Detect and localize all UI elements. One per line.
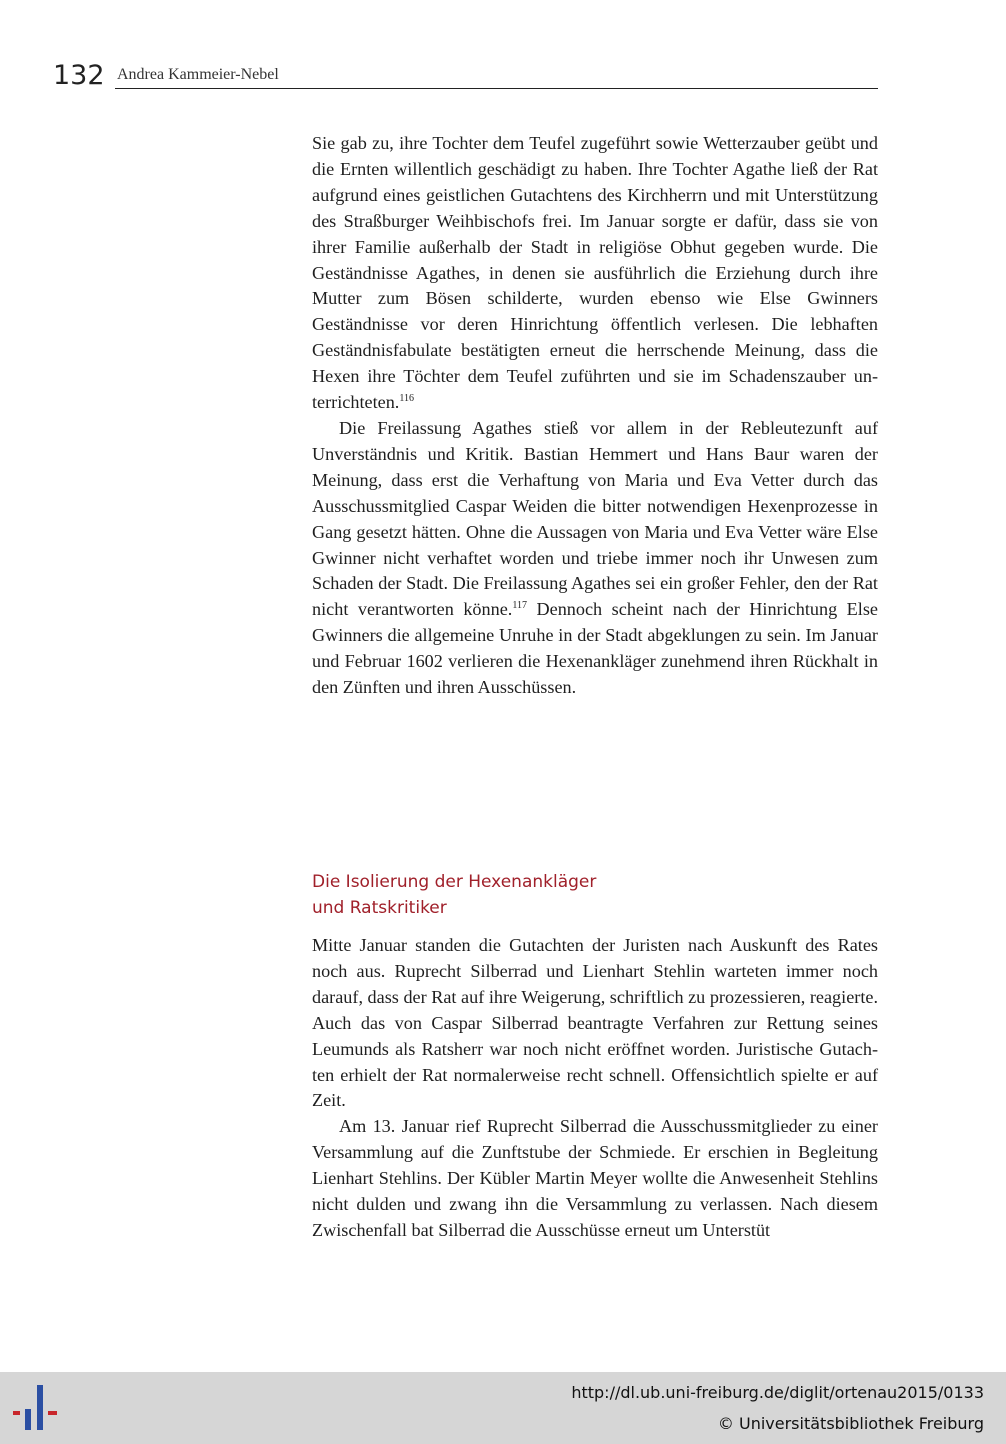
section-heading <box>312 869 878 921</box>
paragraph: Sie gab zu, ihre Tochter dem Teufel zugeführt sowie Wetterzauber geübt und die Ernten willentlich geschädigt zu haben. Ihre Tochter Agathe ließ der Rat aufgrund eines geistlichen Gutachtens des Kirchherrn und mit Unterstützung des Straßburger Weihbischofs frei. Im Januar sorgte er dafür, dass sie von ihrer Familie außerhalb der Stadt in religiöse Obhut gegeben wurde. Die Geständnisse Agathes, in denen sie ausführlich die Erziehung durch ihre Mutter zum Bösen schilderte, wurden ebenso wie Else Gwinners Geständnisse vor deren Hinrichtung öffentlich verlesen. Die lebhaften Geständnisfabulate bestätigten erneut die herrschende Meinung, dass die Hexen ihre Töchter dem Teufel zuführten und sie im Schadenszauber unterrichteten.$^{116}$ <box>312 133 878 413</box>
paragraph: Am 13. Januar rief Ruprecht Silberrad die Ausschussmitglieder zu einer Versammlung auf die Zunftstube der Schmiede. Er erschien in Begleitung Lienhart Stehlins. Der Kübler Martin Meyer wollte die Anwesenheit Stehlins nicht dulden und zwang ihn die Versammlung zu verlassen. Nach diesem Zwischenfall bat Silberrad die Ausschüsse erneut um Unterstüt <box>312 1116 878 1240</box>
footer-bar <box>0 1372 1006 1444</box>
copyright-text: © Universitätsbibliothek Freiburg <box>717 1414 984 1433</box>
footnote-ref[interactable]: 116 <box>399 393 414 405</box>
footnote-ref[interactable]: 117 <box>512 600 527 612</box>
header-rule <box>115 88 878 89</box>
ub-freiburg-logo-icon[interactable] <box>10 1382 66 1434</box>
running-head: Andrea Kammeier-Nebel <box>117 66 279 83</box>
page-header <box>53 58 878 92</box>
section-heading-line: Die Isolierung der Hexenankläger <box>312 872 597 892</box>
paragraph: Mitte Januar standen die Gutachten der Juristen nach Auskunft des Rates noch aus. Ruprecht Silberrad und Lienhart Stehlin warteten immer noch darauf, dass der Rat auf ihre Weigerung, schriftlich zu prozessieren, reagierte. Auch das von Caspar Silberrad beantragte Verfahren zur Rettung seines Leumunds als Ratsherr war noch nicht eröffnet worden. Juristische Gutachten erhielt der Rat normalerweise recht schnell. Offensichtlich spielte er auf Zeit. <box>312 935 878 1111</box>
page-number: 132 <box>53 60 105 91</box>
section-heading-line: und Ratskritiker <box>312 898 447 918</box>
source-url-link[interactable]: http://dl.ub.uni-freiburg.de/diglit/ortenau2015/0133 <box>571 1383 984 1402</box>
paragraph: Die Freilassung Agathes stieß vor allem in der Rebleutezunft auf Unverständnis und Kritik. Bastian Hemmert und Hans Baur waren der Meinung, dass erst die Verhaftung von Maria und Eva Vetter durch das Ausschussmitglied Caspar Weiden die bitter notwendigen Hexenprozesse in Gang gesetzt hätten. Ohne die Aussagen von Maria und Eva Vetter wäre Else Gwinner nicht verhaftet worden und triebe immer noch ihr Unwesen zum Schaden der Stadt. Die Freilassung Agathes sei ein großer Fehler, den der Rat nicht verantworten könne.$^{117}$ Dennoch scheint nach der Hinrichtung Else Gwinners die allgemeine Unruhe in der Stadt abgeklungen zu sein. Im Januar und Februar 1602 verlieren die Hexenankläger zunehmend ihren Rückhalt in den Zünften und ihren Ausschüssen. <box>312 417 878 698</box>
body-text-block-1 <box>312 131 878 701</box>
body-text-block-2 <box>312 933 878 1244</box>
